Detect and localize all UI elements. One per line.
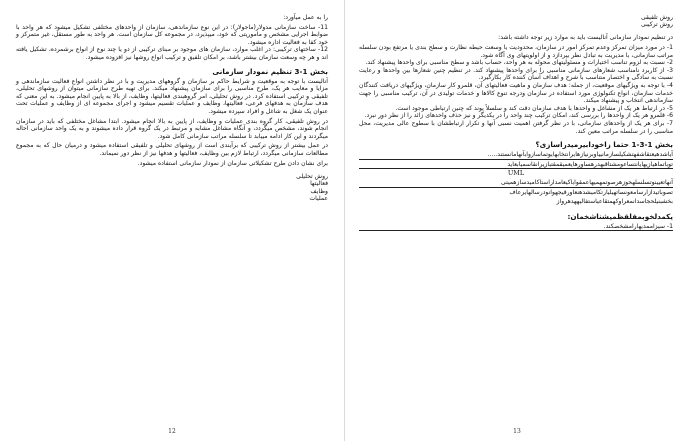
topic-operations: عملیات bbox=[309, 194, 328, 202]
garbled-line-5: بخشبنیلحجاسدانمعراوکهمتقاعیاستفالیههدهرواز bbox=[556, 198, 673, 206]
topic-analytic: روش تحلیلی bbox=[296, 173, 328, 181]
section-title-1-3-1: بخش 1-3-1 حتما زاخودابیرمیدراسازی؟ bbox=[535, 140, 673, 150]
left-page-text bbox=[16, 14, 328, 202]
page-number-right: 13 bbox=[513, 428, 521, 435]
right-item-list bbox=[359, 44, 673, 135]
section-title-1-3: بخش 1-3 تنظیم نمودار سازمانی bbox=[212, 66, 328, 76]
left-paragraph-2: در روش تلفیقی، کار گروه بندی عملیات و وظایف، از پایین به بالا انجام میشود. ابتدا مشاغل مختلفی که باید در سازمان انجام شوند، مشخص میگردد، و آنگاه مشاغل مشابه و مرتبط در یک گروه قرار داده میشوند و به یک واحد سازمانی احاله میگردند و این کار ادامه مییابد تا سلسله مراتب سازمانی کامل شود. bbox=[16, 117, 328, 140]
garbled-line-3: آنهاتعیینوتسلسلهحوزهرصوتمهمیهاعمقواباکیعامداراستاکامیدسازهمیتی bbox=[359, 179, 673, 188]
right-last-item: 1- سیزاممدیهارامشخصکند. bbox=[359, 223, 673, 232]
left-item-11: 11- ساخت سازمانی مدولار(ماجولار): در این نوع سازماندهی، سازمان از واحدهای مختلفی تشکیل میشود که هر واحد با ضوابط اجرایی مشخص و ماموریتی که خود، میپذیرد، در مجموعه کل سازمان است. هر واحد به طور مستقل، غیر متمرکز و خود کفا به فعالیت اداره میشود. bbox=[16, 23, 328, 46]
garbled-line-2: توباتماهیازیهایانتساعومشتاقبهدرهساورهایعمیقمقتبازیرانقاسمیابعاید bbox=[359, 161, 673, 170]
left-intro: را به عمل میآورد: bbox=[283, 14, 328, 21]
left-paragraph-4: برای نشان دادن طرح تشکیلاتی سازمان از نمودار سازمانی استفاده میشود. bbox=[137, 159, 328, 167]
left-item-list bbox=[16, 24, 328, 62]
garbled-line-4: تصوباتیدازارسامعونساتهیلیارتکامیشدهنعاورقیجهوانودرسالهایرعاف bbox=[509, 188, 673, 196]
right-page-text bbox=[359, 14, 673, 232]
left-topic-list bbox=[16, 173, 328, 202]
page-number-left: 12 bbox=[168, 428, 176, 435]
right-item-1: 1- در مورد میزان تمرکز وعدم تمرکز امور در سازمان، محدودیت یا وسعت حیطه نظارت و سطح بندی یا مرتفع بودن سلسله مراتب سازمانی، با مدیریت به تبادل نظر بپردازد و از اولویتهای وی آگاه شود. bbox=[359, 44, 673, 59]
topic-activities: فعالیتها bbox=[310, 180, 328, 188]
right-item-7: 7- برای هر یک از واحدهای سازمانی، با در نظر گرفتن اهمیت نسبی آنها و تکرار ارتباطشان با سطوح عالی مدیریت، محل مناسبی را در سلسله مراتب معین کند. bbox=[359, 119, 673, 135]
left-paragraph-1: آنالیست با توجه به موقعیت و شرایط حاکم بر سازمان و گروههای مدیریت و با در نظر داشتن انواع فعالیت سازماندهی و مزایا و معایب هر یک، طرح مناسبی را برای سازمان پیشنهاد میکند. برای تهیه طرح سازمانی میتوان از روشهای تحلیلی، تلفیقی و ترکیبی استفاده کرد. در روش تحلیلی، امر گروهبندی فعالیتها، وظایف، از بالا به پایین انجام میشود. به این معنی که هدف سازمان به هدفهای فرعی، فعالیتها، وظایف و عملیات تقسیم میشود و اجرای مجموعه ای از وظایف و عملیات تحت عنوان یک شغل به شاغل و افراد سپرده میشود. bbox=[16, 77, 328, 115]
right-item-5: 5- در ارتباط هر یک از مشاغل و واحدها با هدف سازمان دقت کند و سلسلاً یوند که چنین ارتباطی موجود است. bbox=[395, 104, 673, 112]
right-item-3: 3- از کاربرد نامناسب شعارهای سازمانی مناسبی را برای واحدها پیشنهاد کند. در تنظیم چنین شعارها بین واحدها و رعایت نسبت به سادگی و اختصار متناسب با شرح و اهداف آسان کننده کار بکارگیرد. bbox=[359, 66, 673, 82]
right-item-4: 4- با توجه به ویژگیهای موقعیت، از جمله: هدف سازمان و ماهیت فعالیتهای آن، قلمرو کار سازمان، ویژگیهای دریافت کنندگان خدمات سازمان، انواع تکنولوژی مورد استفاده در سازمان ودرجه تنوع کالاها و خدمات تولیدی در آن، ترکیب مناسبی را جهت سازماندهی انتخاب و پیشنهاد میکند. bbox=[359, 81, 673, 105]
right-topic-list bbox=[359, 14, 673, 28]
left-paragraph-3: در عمل بیشتر از روش ترکیبی که برآیندی است از روشهای تحلیلی و تلفیقی استفاده میشود و درمیان حال که به مجموع مطالعات سازمانی میگردد، ارتباط لازم بین وظایف، فعالیتها و هدفها نیز از نظر دور نمیماند. bbox=[16, 142, 328, 157]
topic-combined: روش ترکیبی bbox=[641, 21, 673, 29]
right-page bbox=[345, 0, 689, 441]
garbled-line-1: آیاشدهیعتقاشفهتشکیلسازمانییاوبرنیازهابرانتخابهایوتماسازوابآنهامانستند..... bbox=[359, 151, 673, 160]
subhead-good-model: یکمدلخوبمفلقظمیشناشخمان: bbox=[567, 211, 673, 221]
right-item-2: 2- نسبت به لزوم تناسب اختیارات و مسئولیتهای محوله به هر واحد، حساب باشد و سطح مناسبی برای واحدها پیشنهاد کند. bbox=[365, 59, 673, 67]
left-item-12: 12- ساختهای ترکیبی: در اغلب موارد، سازمان های موجود بر مبنای ترکیبی از دو یا چند نوع از انواع برشمرده، تشکیل یافته اند و هر چه وسعت سازمان بیشتر باشد، بر امکان تلفیق و ترکیب انواع روشها نیز افزوده میشود. bbox=[16, 46, 328, 61]
right-lead: در تنظیم نمودار سازمانی آنالیست باید به موارد زیر توجه داشته باشد: bbox=[498, 34, 673, 42]
topic-synthesis: روش تلفیقی bbox=[640, 14, 673, 21]
topic-tasks: وظایف bbox=[310, 187, 328, 195]
uml-label: UML bbox=[507, 169, 525, 178]
right-item-6: 6- قلمرو هر یک از واحدها را بررسی کند، امکان ترکیب چند واحد را در یکدیگر و نیز حذف واحدهای زائد را از نظر دور نبرد. bbox=[364, 112, 673, 120]
